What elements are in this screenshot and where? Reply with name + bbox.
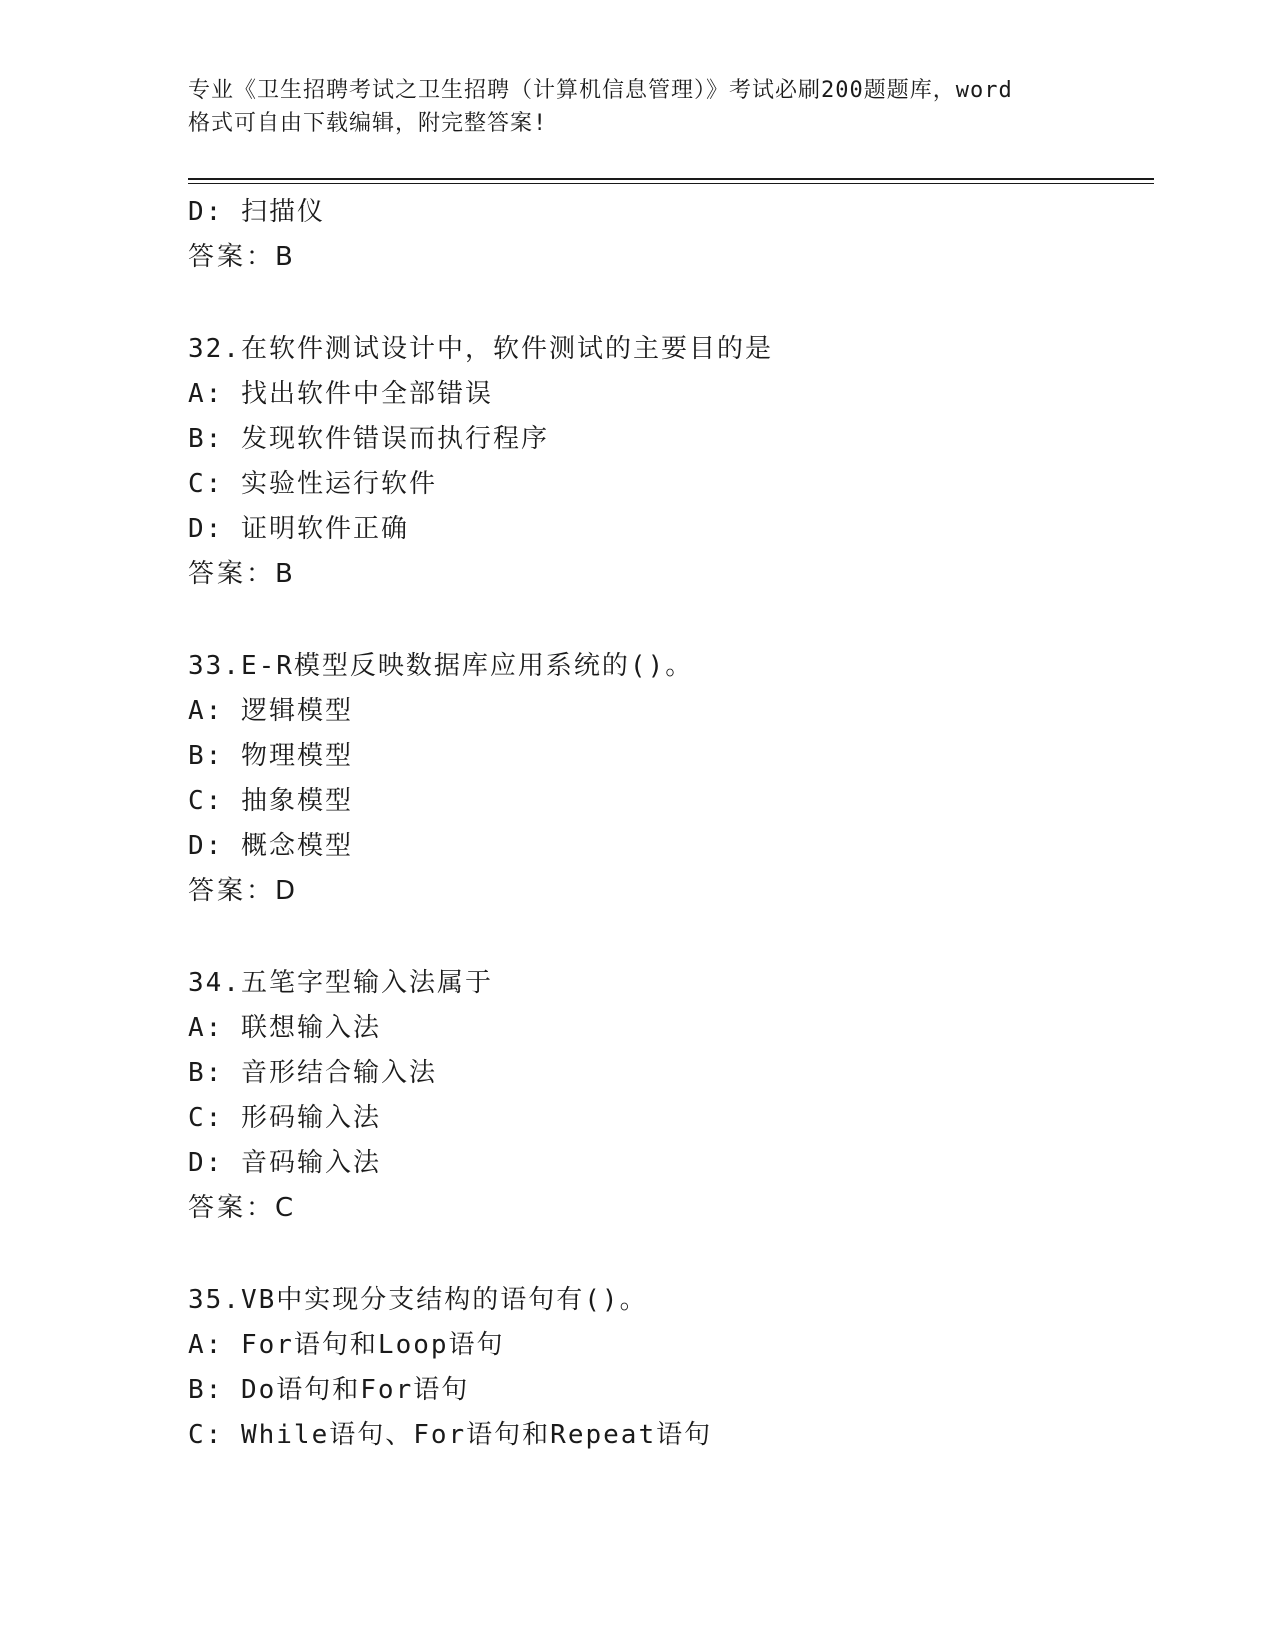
question-stem: 33.E-R模型反映数据库应用系统的()。 [188, 651, 694, 681]
option-a: A: For语句和Loop语句 [188, 1330, 505, 1360]
answer-line: 答案：C [188, 1193, 297, 1223]
option-b: B: Do语句和For语句 [188, 1375, 470, 1405]
question-stem: 34.五笔字型输入法属于 [188, 968, 493, 998]
question-33 [188, 644, 1148, 914]
option-c: C: 实验性运行软件 [188, 469, 437, 499]
answer-line: 答案：B [188, 559, 296, 589]
spacer [188, 914, 1148, 961]
option-b: B: 发现软件错误而执行程序 [188, 424, 549, 454]
header-divider-thin [188, 183, 1154, 184]
option-a: A: 找出软件中全部错误 [188, 379, 493, 409]
option-c: C: While语句、For语句和Repeat语句 [188, 1420, 713, 1450]
spacer [188, 1231, 1148, 1278]
answer-line: 答案：D [188, 876, 299, 906]
spacer [188, 597, 1148, 644]
option-d: D: 概念模型 [188, 831, 353, 861]
option-a: A: 联想输入法 [188, 1013, 381, 1043]
question-list [188, 190, 1148, 1458]
question-34 [188, 961, 1148, 1231]
question-stem: 35.VB中实现分支结构的语句有()。 [188, 1285, 648, 1315]
header-line-2: 格式可自由下载编辑，附完整答案! [188, 111, 548, 136]
option-d: D: 证明软件正确 [188, 514, 409, 544]
option-a: A: 逻辑模型 [188, 696, 353, 726]
spacer [188, 280, 1148, 327]
option-d: D: 音码输入法 [188, 1148, 381, 1178]
option-b: B: 音形结合输入法 [188, 1058, 437, 1088]
option-c: C: 抽象模型 [188, 786, 353, 816]
question-stem: 32.在软件测试设计中，软件测试的主要目的是 [188, 334, 773, 364]
header-divider-thick [188, 178, 1154, 180]
question-32 [188, 327, 1148, 597]
question-31-continued [188, 190, 1148, 280]
document-header [188, 74, 1088, 140]
answer-line: 答案：B [188, 242, 296, 272]
header-line-1: 专业《卫生招聘考试之卫生招聘（计算机信息管理）》考试必刷200题题库，word [188, 78, 1013, 103]
option-d: D: 扫描仪 [188, 197, 325, 227]
option-b: B: 物理模型 [188, 741, 353, 771]
option-c: C: 形码输入法 [188, 1103, 381, 1133]
question-35 [188, 1278, 1148, 1458]
